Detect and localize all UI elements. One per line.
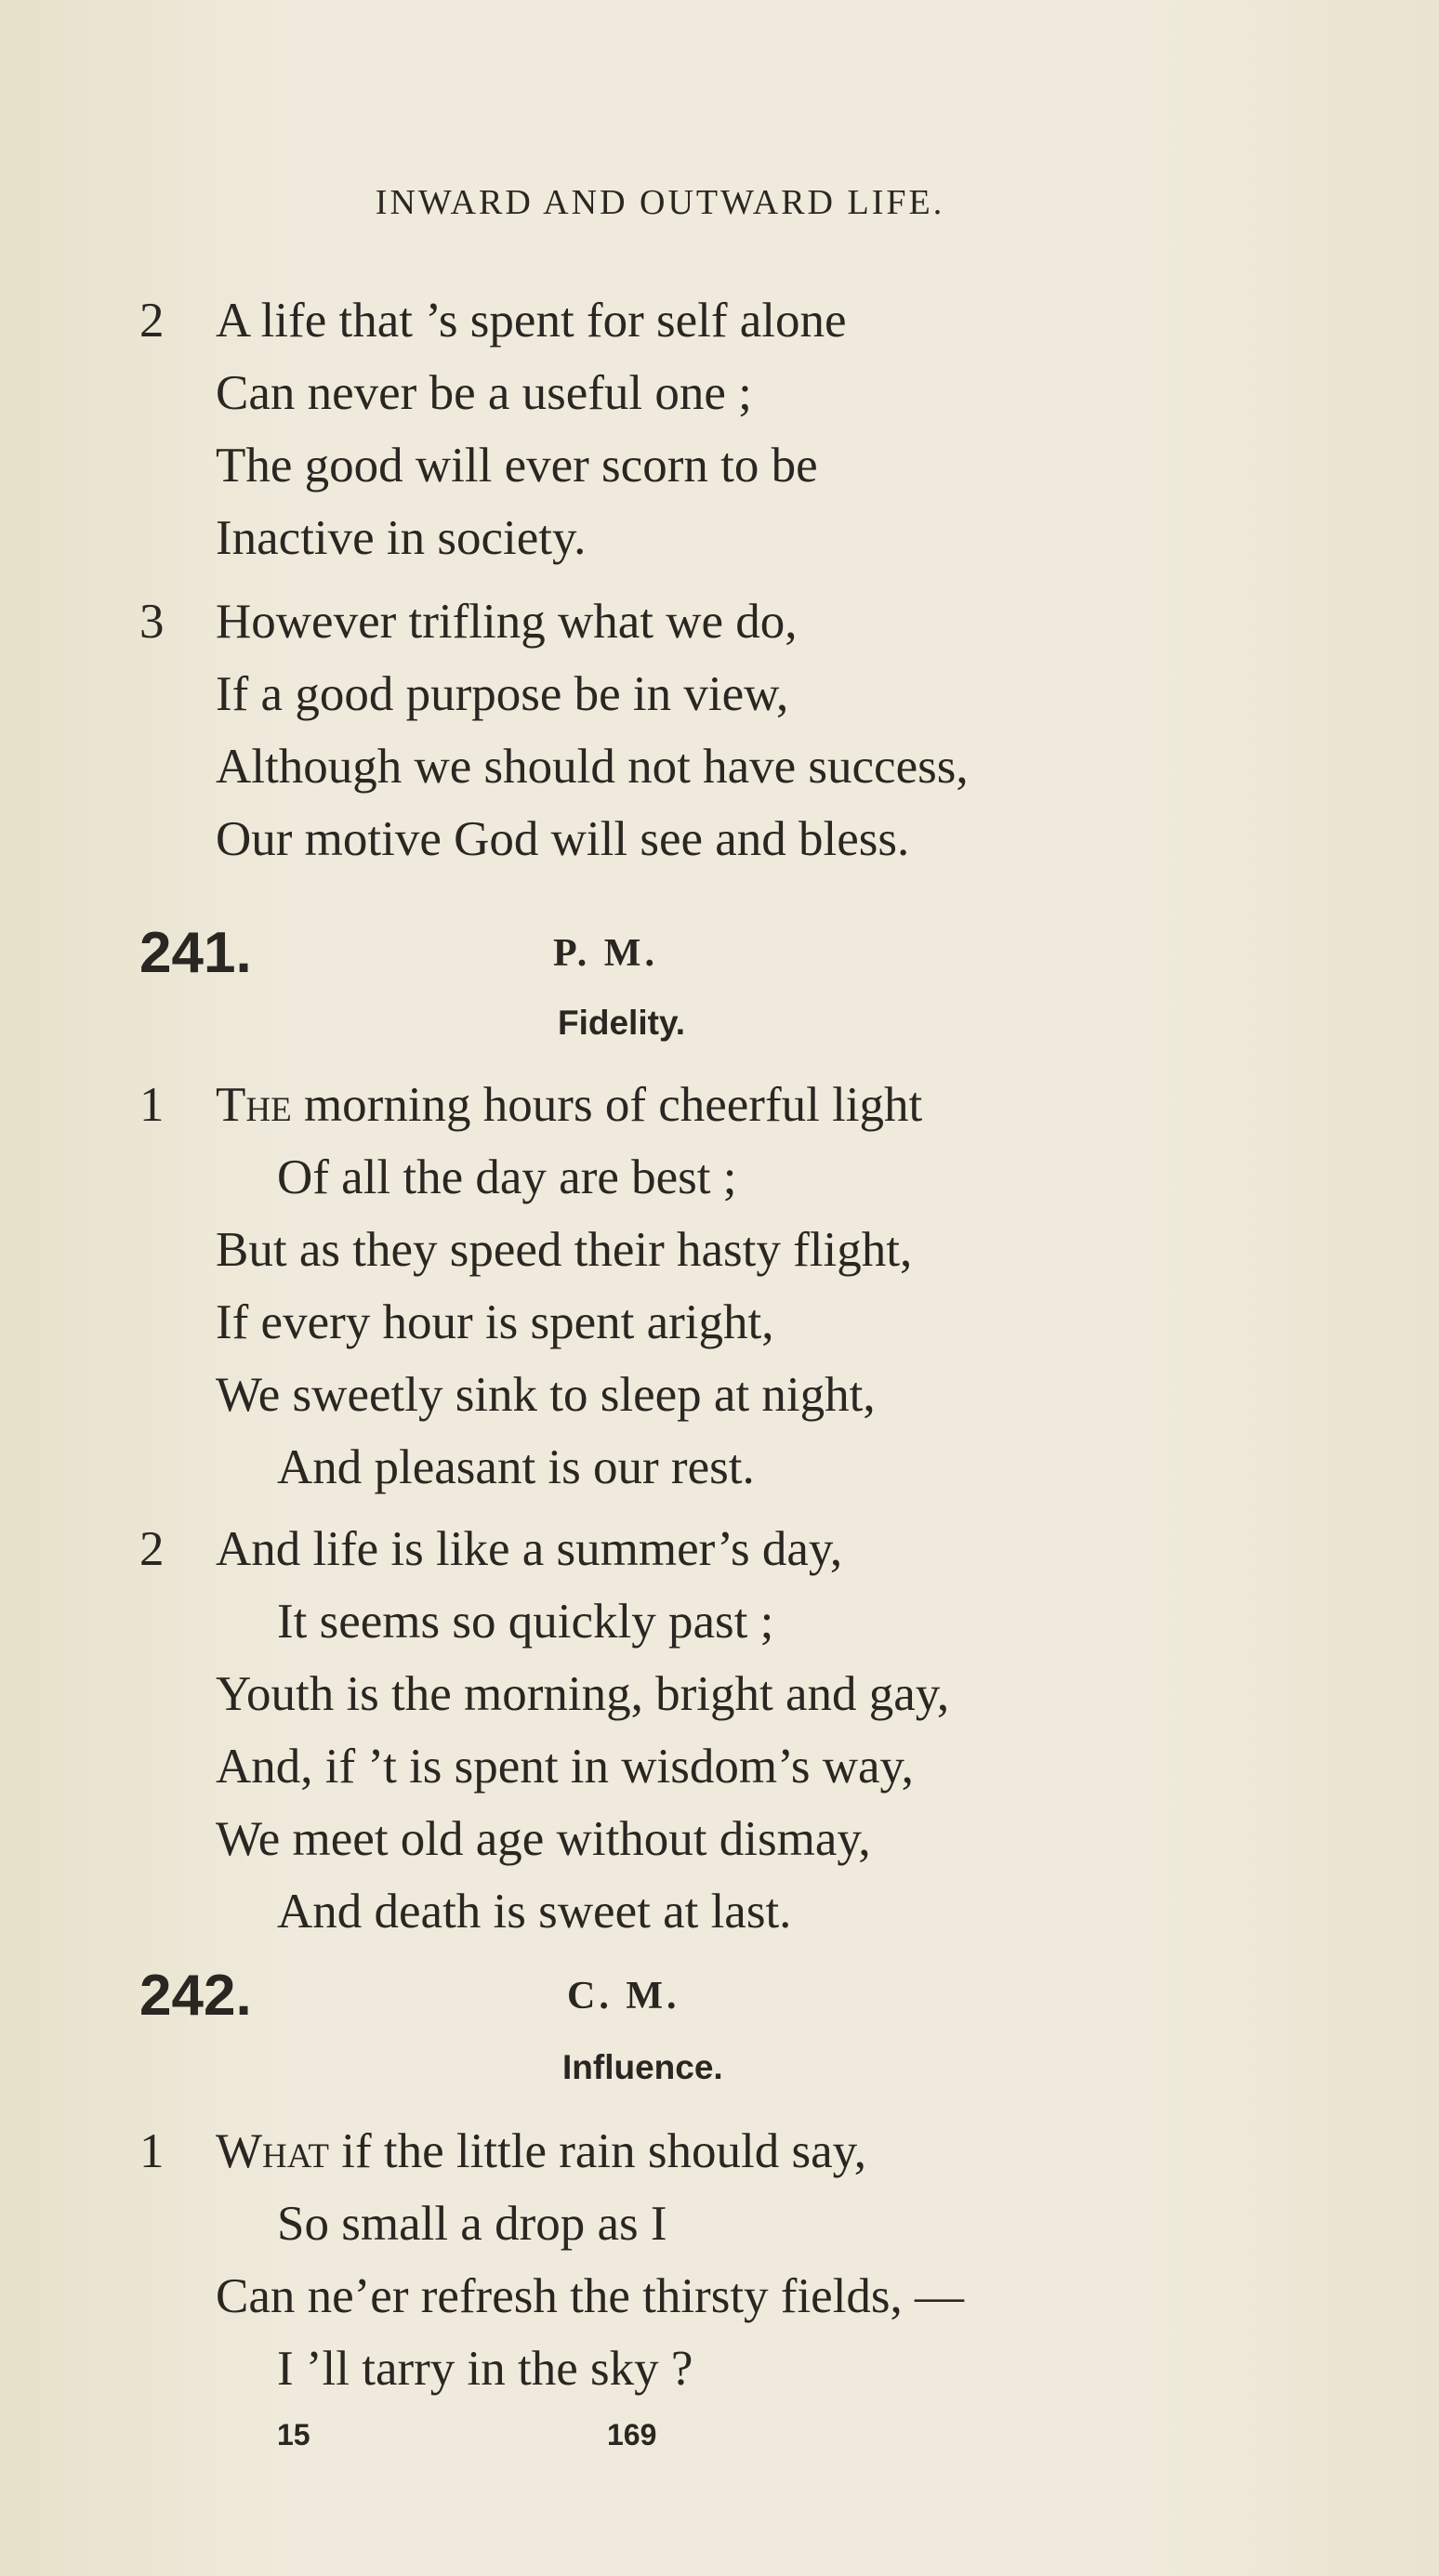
verse-line: Can never be a useful one ; xyxy=(216,366,752,420)
verse-line: Can ne’er refresh the thirsty fields, — xyxy=(216,2269,965,2323)
verse-line: The morning hours of cheerful light xyxy=(216,1078,923,1132)
hymn-241-stanza-2 xyxy=(139,1513,1348,1948)
verse-line: And life is like a summer’s day, xyxy=(216,1522,843,1576)
stanza-continued-3 xyxy=(139,585,1348,875)
signature-mark: 15 xyxy=(277,2418,310,2451)
verse-number: 1 xyxy=(139,1078,165,1132)
verse-line: If every hour is spent aright, xyxy=(216,1295,774,1349)
verse-line: But as they speed their hasty flight, xyxy=(216,1223,913,1277)
hymn-241-heading xyxy=(139,920,1348,994)
hymn-meter: C. M. xyxy=(567,1975,680,2017)
running-head: INWARD AND OUTWARD LIFE. xyxy=(375,183,945,222)
verse-line: However trifling what we do, xyxy=(216,595,798,649)
hymn-subject: Fidelity. xyxy=(558,1004,686,1042)
verse-line: The good will ever scorn to be xyxy=(216,439,818,493)
verse-line: Although we should not have success, xyxy=(216,740,969,794)
verse-line: Inactive in society. xyxy=(216,511,587,565)
verse-line: We meet old age without dismay, xyxy=(216,1812,871,1866)
verse-line: And death is sweet at last. xyxy=(277,1885,792,1939)
hymn-241-stanza-1 xyxy=(139,1069,1348,1504)
verse-line: And pleasant is our rest. xyxy=(277,1440,755,1494)
page-number: 169 xyxy=(607,2418,657,2451)
verse-number: 2 xyxy=(139,1522,165,1576)
verse-number: 3 xyxy=(139,595,165,649)
stanza-continued-2 xyxy=(139,284,1348,574)
verse-line: It seems so quickly past ; xyxy=(277,1595,774,1649)
verse-line: What if the little rain should say, xyxy=(216,2124,866,2178)
verse-line: So small a drop as I xyxy=(277,2197,667,2251)
verse-line: Youth is the morning, bright and gay, xyxy=(216,1667,950,1721)
verse-number: 2 xyxy=(139,294,165,348)
verse-number: 1 xyxy=(139,2124,165,2178)
verse-line: I ’ll tarry in the sky ? xyxy=(277,2342,693,2396)
initial-word: What xyxy=(216,2124,329,2178)
hymn-meter: P. M. xyxy=(553,932,658,975)
hymn-number: 242. xyxy=(139,1964,252,2028)
verse-line: Our motive God will see and bless. xyxy=(216,812,910,866)
hymn-242-stanza-1 xyxy=(139,2115,1348,2405)
verse-line: Of all the day are best ; xyxy=(277,1150,737,1204)
verse-line: A life that ’s spent for self alone xyxy=(216,294,847,348)
verse-line: And, if ’t is spent in wisdom’s way, xyxy=(216,1740,914,1794)
verse-line: We sweetly sink to sleep at night, xyxy=(216,1368,876,1422)
hymn-subject: Influence. xyxy=(562,2048,723,2086)
initial-word: The xyxy=(216,1078,292,1132)
verse-line: If a good purpose be in view, xyxy=(216,667,789,721)
hymn-number: 241. xyxy=(139,921,252,985)
hymn-242-heading xyxy=(139,1963,1348,2037)
